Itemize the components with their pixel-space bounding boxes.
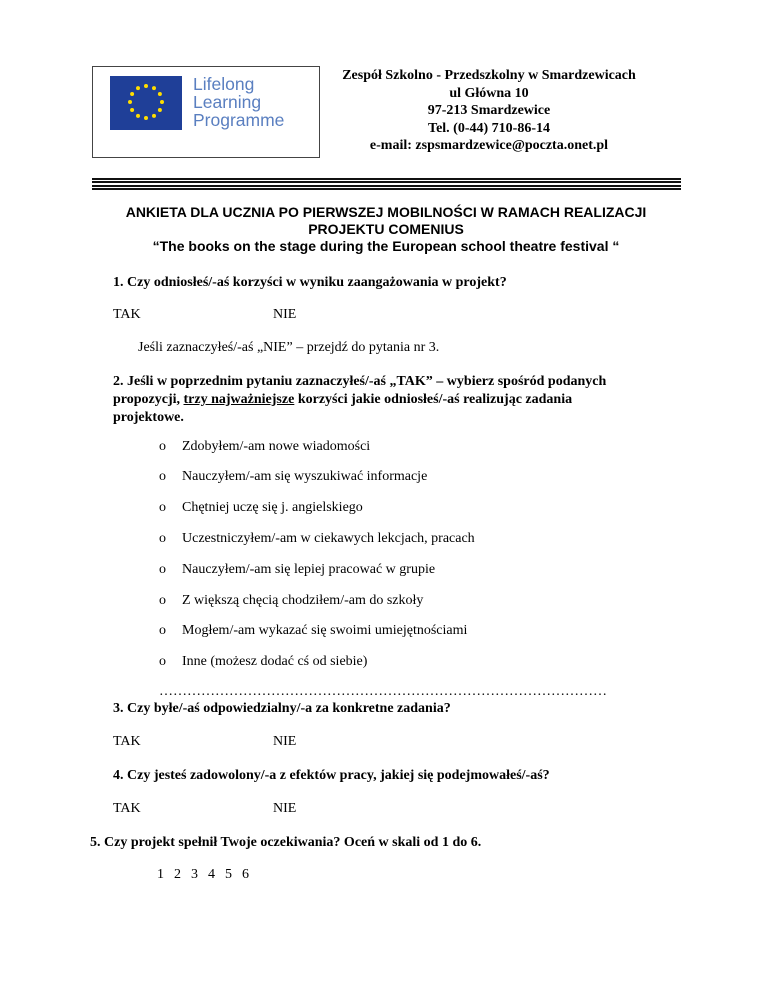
checkbox-icon[interactable]: o: [159, 623, 166, 638]
survey-title: [86, 204, 686, 255]
q2-option-3[interactable]: o Chętniej uczę się j. angielskiego: [159, 500, 363, 515]
q2-option-4[interactable]: o Uczestniczyłem/-am w ciekawych lekcjach, pracach: [159, 531, 475, 546]
q4-no-option[interactable]: NIE: [273, 801, 297, 816]
title-line-1: ANKIETA DLA UCZNIA PO PIERWSZEJ MOBILNOŚCI W RAMACH REALIZACJI: [125, 204, 647, 220]
question-2-line-3: projektowe.: [113, 410, 184, 425]
logo-text: [193, 75, 284, 129]
emphasis-underlined: trzy najważniejsze: [183, 392, 295, 407]
logo-line-1: Lifelong: [193, 74, 255, 94]
checkbox-icon[interactable]: o: [159, 469, 166, 484]
school-name: Zespół Szkolno - Przedszkolny w Smardzewicach: [342, 68, 636, 83]
question-3: 3. Czy byłe/-aś odpowiedzialny/-a za konkretne zadania?: [113, 701, 451, 716]
school-city: 97-213 Smardzewice: [427, 103, 551, 118]
q3-yes-option[interactable]: TAK: [113, 734, 141, 749]
school-header: [330, 67, 648, 155]
q3-no-option[interactable]: NIE: [273, 734, 297, 749]
title-line-2: PROJEKTU COMENIUS: [308, 221, 464, 237]
lifelong-learning-logo: [92, 66, 320, 158]
q2-option-8[interactable]: o Inne (możesz dodać cś od siebie): [159, 654, 368, 669]
title-line-3: “The books on the stage during the European school theatre festival “: [152, 238, 620, 254]
q2-option-6[interactable]: o Z większą chęcią chodziłem/-am do szkoły: [159, 593, 424, 608]
school-street: ul Główna 10: [449, 85, 529, 101]
header-divider: [92, 178, 681, 192]
question-2-line-1: 2. Jeśli w poprzednim pytaniu zaznaczyłeś/-aś „TAK” – wybierz spośród podanych: [113, 374, 607, 389]
question-4: 4. Czy jesteś zadowolony/-a z efektów pracy, jakiej się podejmowałeś/-aś?: [113, 768, 550, 783]
q2-option-7[interactable]: o Mogłem/-am wykazać się swoimi umiejętnościami: [159, 623, 468, 638]
school-email: e-mail: zspsmardzewice@poczta.onet.pl: [369, 138, 609, 153]
checkbox-icon[interactable]: o: [159, 500, 166, 515]
q2-option-2[interactable]: o Nauczyłem/-am się wyszukiwać informacje: [159, 469, 428, 484]
checkbox-icon[interactable]: o: [159, 654, 166, 669]
question-5: 5. Czy projekt spełnił Twoje oczekiwania? Oceń w skali od 1 do 6.: [90, 835, 482, 850]
q5-rating-scale[interactable]: 1 2 3 4 5 6: [157, 867, 250, 882]
q2-option-5[interactable]: o Nauczyłem/-am się lepiej pracować w grupie: [159, 562, 436, 577]
checkbox-icon[interactable]: o: [159, 593, 166, 608]
checkbox-icon[interactable]: o: [159, 439, 166, 454]
checkbox-icon[interactable]: o: [159, 531, 166, 546]
question-2-line-2: propozycji, trzy najważniejsze korzyści jakie odniosłeś/-aś realizując zadania: [113, 392, 573, 407]
q4-yes-option[interactable]: TAK: [113, 801, 141, 816]
eu-flag-icon: [110, 76, 182, 130]
q2-option-1[interactable]: o Zdobyłem/-am nowe wiadomości: [159, 439, 371, 454]
q1-no-option[interactable]: NIE: [273, 307, 297, 322]
school-phone: Tel. (0-44) 710-86-14: [428, 120, 550, 136]
logo-line-3: Programme: [193, 110, 285, 130]
question-1: 1. Czy odniosłeś/-aś korzyści w wyniku zaangażowania w projekt?: [113, 275, 507, 290]
checkbox-icon[interactable]: o: [159, 562, 166, 577]
q2-other-answer-line[interactable]: ……………………………………………………………………………………: [159, 684, 607, 699]
logo-line-2: Learning: [193, 92, 262, 112]
q1-note: Jeśli zaznaczyłeś/-aś „NIE” – przejdź do pytania nr 3.: [138, 340, 440, 355]
q1-yes-option[interactable]: TAK: [113, 307, 141, 322]
